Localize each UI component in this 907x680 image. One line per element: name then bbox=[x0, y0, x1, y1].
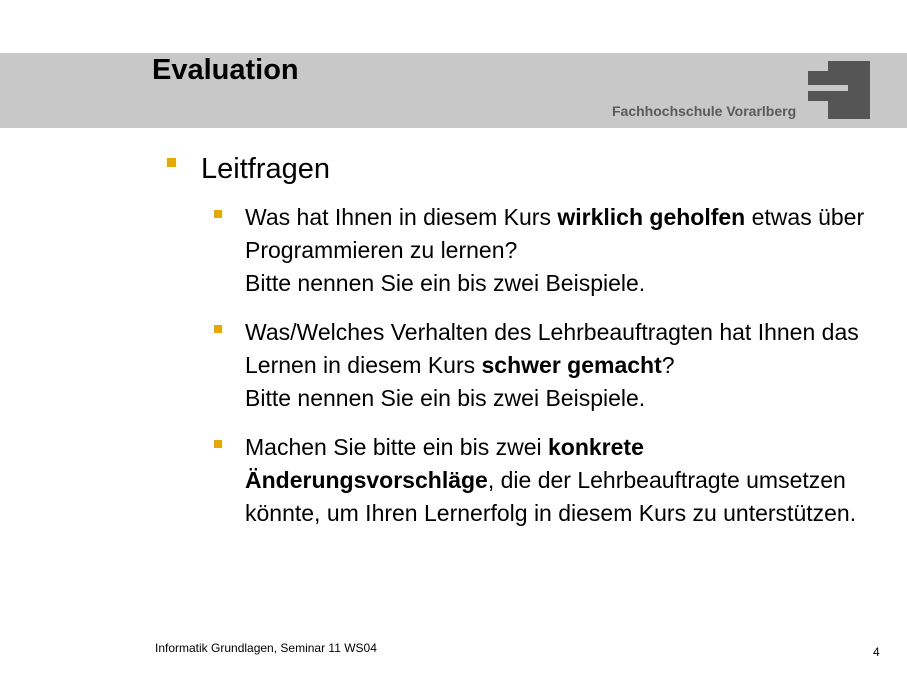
list-item bbox=[245, 316, 885, 415]
item-emphasis: schwer gemacht bbox=[481, 352, 662, 378]
bullet-icon bbox=[214, 440, 222, 448]
item-text: etwas über Programmieren zu lernen? bbox=[245, 204, 865, 263]
item-text: Machen Sie bitte ein bis zwei bbox=[245, 434, 548, 460]
bullet-icon bbox=[214, 210, 222, 218]
logo-text: Fachhochschule Vorarlberg bbox=[612, 103, 797, 119]
item-text: ? bbox=[661, 352, 675, 378]
bullet-icon bbox=[214, 325, 222, 333]
list-item bbox=[245, 201, 895, 300]
item-text: Was/Welches Verhalten des Lehrbeauftragten hat Ihnen das Lernen in diesem Kurs bbox=[245, 319, 859, 378]
item-text: , die der Lehrbeauftragte umsetzen könnte, um Ihren Lernerfolg in diesem Kurs zu unterstützen. bbox=[245, 467, 857, 526]
item-emphasis: konkrete Änderungsvorschläge bbox=[245, 434, 644, 493]
page-number: 4 bbox=[873, 645, 880, 659]
footer-text: Informatik Grundlagen, Seminar 11 WS04 bbox=[155, 641, 377, 655]
slide-title: Evaluation bbox=[152, 54, 299, 86]
item-emphasis: wirklich geholfen bbox=[557, 204, 746, 230]
item-text: Bitte nennen Sie ein bis zwei Beispiele. bbox=[245, 385, 646, 411]
list-item bbox=[245, 431, 895, 530]
item-text: Was hat Ihnen in diesem Kurs bbox=[245, 204, 558, 230]
fh-vorarlberg-logo-icon bbox=[808, 61, 870, 119]
item-text: Bitte nennen Sie ein bis zwei Beispiele. bbox=[245, 270, 646, 296]
section-heading: Leitfragen bbox=[201, 153, 330, 185]
bullet-icon bbox=[167, 158, 176, 167]
